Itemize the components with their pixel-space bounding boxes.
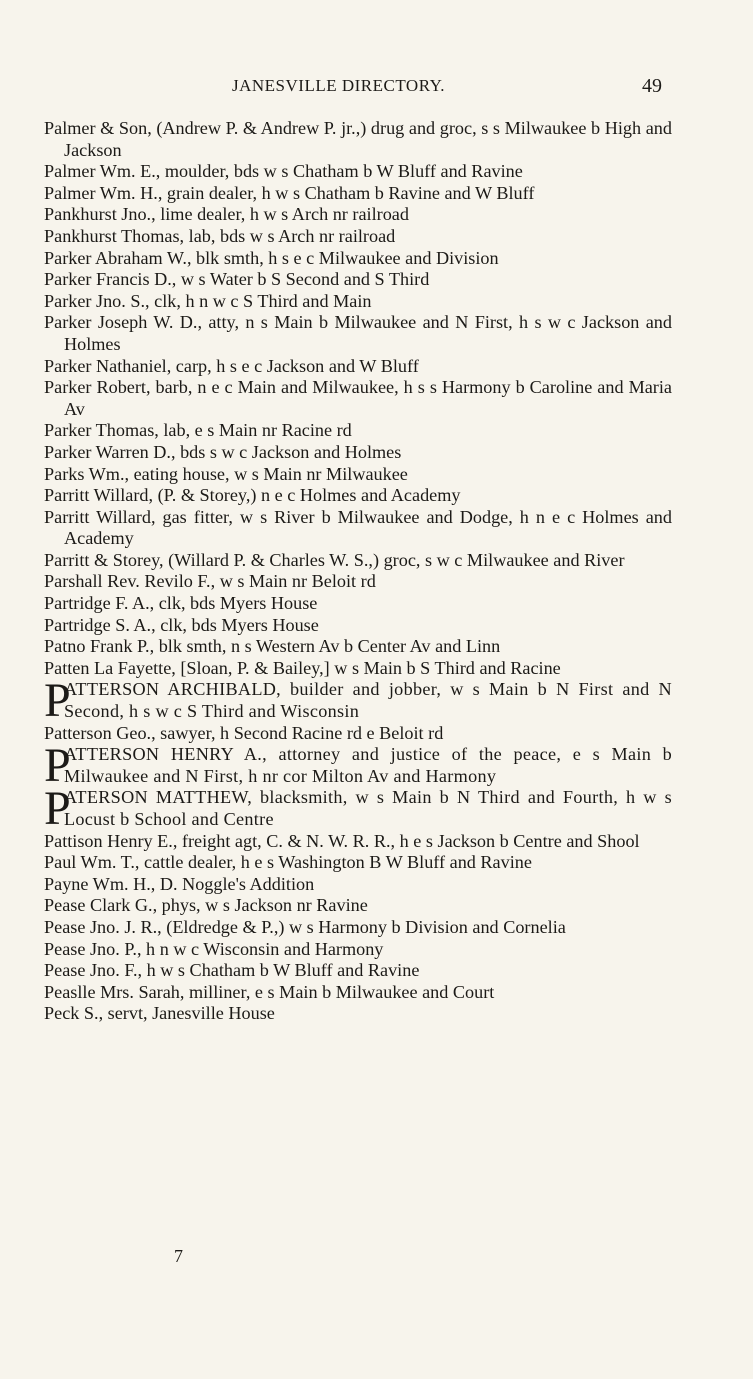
drop-cap: P — [44, 782, 71, 836]
drop-cap: P — [44, 739, 71, 793]
directory-entry: Parker Robert, barb, n e c Main and Milwaukee, h s s Harmony b Caroline and Maria Av — [44, 377, 672, 419]
directory-entry: Parritt & Storey, (Willard P. & Charles W. S.,) groc, s w c Milwaukee and River — [44, 549, 625, 570]
directory-entry: Parker Thomas, lab, e s Main nr Racine rd — [44, 420, 352, 441]
directory-entry: Parker Warren D., bds s w c Jackson and Holmes — [44, 441, 402, 462]
directory-entry: Patno Frank P., blk smth, n s Western Av b Center Av and Linn — [44, 636, 501, 657]
directory-entry: Parker Jno. S., clk, h n w c S Third and Main — [44, 290, 372, 311]
display-entry-text: ATTERSON HENRY A., attorney and justice of the peace, e s Main b Milwaukee and N First, h nr cor Milton Av and Harmony — [64, 744, 672, 786]
directory-entry: Parker Nathaniel, carp, h s e c Jackson and W Bluff — [44, 355, 419, 376]
directory-entries — [44, 118, 672, 1025]
directory-entry: Paul Wm. T., cattle dealer, h e s Washington B W Bluff and Ravine — [44, 852, 532, 873]
directory-entry: Parks Wm., eating house, w s Main nr Milwaukee — [44, 463, 408, 484]
display-entry-text: ATTERSON ARCHIBALD, builder and jobber, w s Main b N First and N Second, h s w c S Third and Wisconsin — [64, 679, 672, 722]
signature-mark: 7 — [174, 1246, 183, 1266]
directory-entry: Parritt Willard, (P. & Storey,) n e c Holmes and Academy — [44, 485, 461, 506]
directory-entry: Partridge F. A., clk, bds Myers House — [44, 593, 318, 614]
directory-entry: Partridge S. A., clk, bds Myers House — [44, 614, 319, 635]
directory-entry: Pease Jno. P., h n w c Wisconsin and Harmony — [44, 938, 384, 959]
page-header — [0, 76, 753, 100]
directory-entry: Palmer & Son, (Andrew P. & Andrew P. jr.,) drug and groc, s s Milwaukee b High and Jackson — [44, 118, 672, 160]
directory-entry: Peck S., servt, Janesville House — [44, 1003, 275, 1024]
directory-entry: Palmer Wm. H., grain dealer, h w s Chatham b Ravine and W Bluff — [44, 182, 535, 203]
directory-entry — [44, 782, 672, 836]
directory-entry: Parker Joseph W. D., atty, n s Main b Milwaukee and N First, h s w c Jackson and Holmes — [44, 312, 672, 354]
directory-entry: Pankhurst Thomas, lab, bds w s Arch nr railroad — [44, 225, 396, 246]
directory-entry: Payne Wm. H., D. Noggle's Addition — [44, 873, 315, 894]
directory-entry: Palmer Wm. E., moulder, bds w s Chatham b W Bluff and Ravine — [44, 161, 523, 182]
directory-entry: Parker Abraham W., blk smth, h s e c Milwaukee and Division — [44, 247, 499, 268]
directory-entry: Parker Francis D., w s Water b S Second and S Third — [44, 269, 430, 290]
directory-entry: Pease Jno. F., h w s Chatham b W Bluff and Ravine — [44, 960, 420, 981]
directory-entry: Parritt Willard, gas fitter, w s River b Milwaukee and Dodge, h n e c Holmes and Academy — [44, 506, 672, 549]
directory-entry: Pankhurst Jno., lime dealer, h w s Arch nr railroad — [44, 204, 409, 225]
directory-entry — [44, 674, 672, 728]
directory-entry — [44, 739, 672, 793]
page-number: 49 — [642, 75, 662, 97]
directory-entry: Patten La Fayette, [Sloan, P. & Bailey,] w s Main b S Third and Racine — [44, 657, 561, 678]
directory-entry: Pattison Henry E., freight agt, C. & N. W. R. R., h e s Jackson b Centre and Shool — [44, 830, 640, 851]
directory-entry: Pease Jno. J. R., (Eldredge & P.,) w s Harmony b Division and Cornelia — [44, 916, 566, 937]
drop-cap: P — [44, 674, 71, 728]
directory-entry: Peaslle Mrs. Sarah, milliner, e s Main b Milwaukee and Court — [44, 981, 495, 1002]
directory-entry: Patterson Geo., sawyer, h Second Racine rd e Beloit rd — [44, 722, 444, 743]
display-entry-text: ATERSON MATTHEW, blacksmith, w s Main b N Third and Fourth, h w s Locust b School and Centre — [64, 787, 672, 829]
directory-entry: Pease Clark G., phys, w s Jackson nr Ravine — [44, 895, 368, 916]
directory-entry: Parshall Rev. Revilo F., w s Main nr Beloit rd — [44, 571, 376, 592]
running-title: JANESVILLE DIRECTORY. — [232, 76, 445, 95]
